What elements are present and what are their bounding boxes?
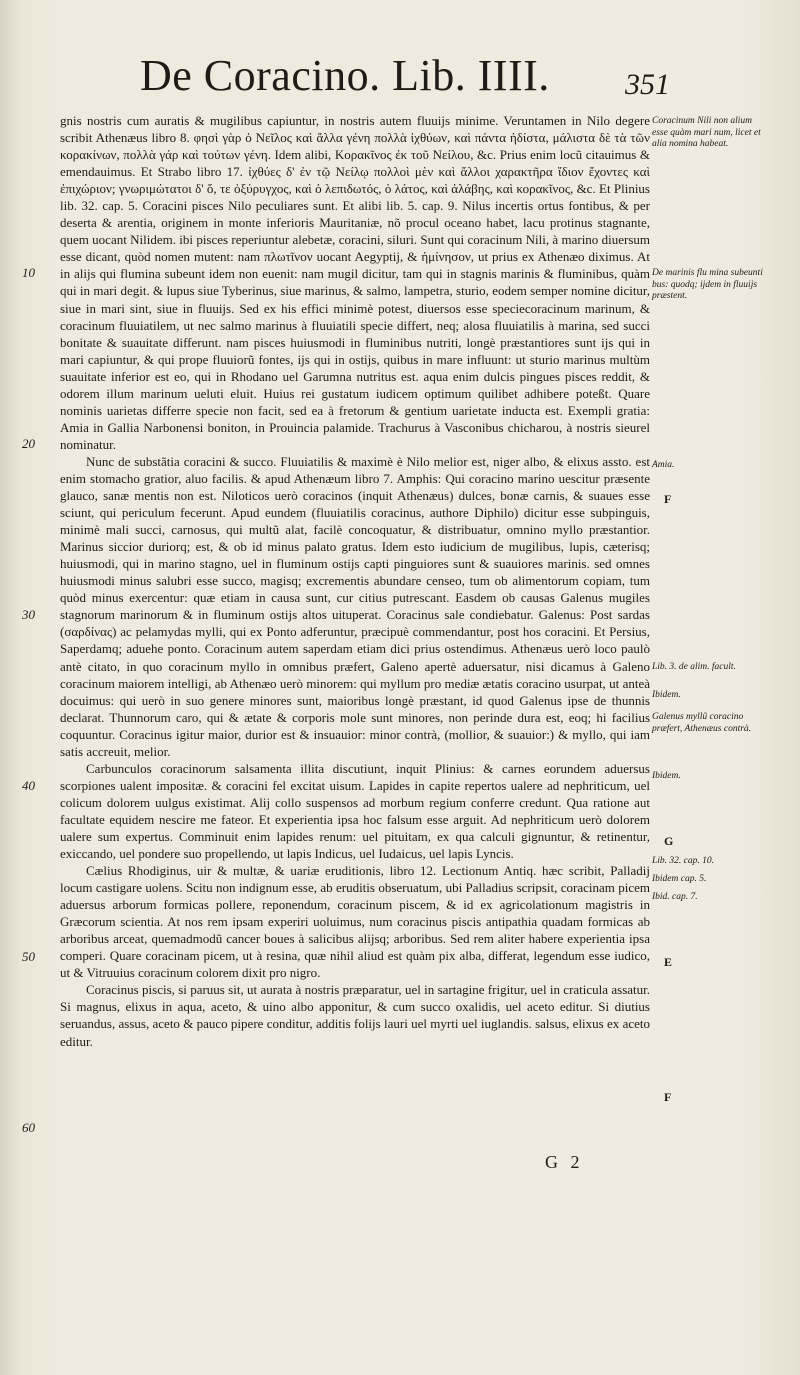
margin-note: Ibidem cap. 5. [652,874,707,884]
paragraph: gnis nostris cum auratis & mugilibus capiuntur, in nostris autem fluuijs minime. Veruntamen in Nilo degere scribit Athenæus libro 8. φησὶ γὰρ ὁ Νεῖλος καὶ ἄλλα γένη πολλὰ ἰχθύων, καὶ πάντα ἡδίστα, μάλιστα δὲ τὰ τῶν κορακίνων, πολλὰ γάρ καὶ τούτων γένη. Idem alibi, Κορακῖνος ἐκ τοῦ Νείλου, &c. Prius enim locũ citauimus & emendauimus. Et Strabo libro 17. ἰχθύες δ' ἐν τῷ Νείλῳ πολλοὶ μὲν καὶ ἄλλοι χαρακτῆρα ἴδιον ἔχοντες καὶ ἐπιχώριον; γνωριμώτατοι δ' ὅ, τε ὀξύρυγχος, καὶ ὁ λεπιδωτός, ὁ λάτος, καὶ ἀλάβης, καὶ κορακῖνος, &c. Et Plinius lib. 32. cap. 5. Coracini pisces Nilo peculiares sunt. Et alibi lib. 5. cap. 9. Nilus incertis ortus fontibus, & per deserta & arentia, originem in monte inferioris Mauritaniæ, nõ procul oceano habet, lacu protinus stagnante, quem uocant Nilidem. ibi pisces reperiuntur alebetæ, coracini, siluri. Sunt qui coracinum Nili, à marino diuersum esse dicant, quòd nomen mutent: nam πλωτῖνον uocant Aegyptij, & ἡμίνησον, ut prius ex Athenæo diximus. At in alijs qui flumina subeunt idem non euenit: nam mugil dicitur, tam qui in stagnis marinis & fluminibus, quàm qui in mari degit. & lupus siue Tyberinus, siue marinus, & salmo, lampetra, sturio, eodem semper nomine dicitur, siue in mari sint, siue in fluuijs. Sed ex his effici minimè potest, diuersos esse speciecoracinum marinum, & coracinum fluuiatilem, ut nec salmo marinus à fluuiatili specie differt, neq; alosa fluuiatilis à marina, sed succi bonitate & suauitate differunt. nam pisces huiusmodi in fluminibus nutriti, longè præstantiores sunt ijs qui in mari capiuntur, & qui prope fluuiorũ fontes, ijs qui in ostijs, quibus in mare influunt: ut sturio marinus multùm suauitate inferior est eo, qui in Rhodano uel Garumna nutritus est. aqua enim dulcis pingues pisces reddit, & odorem illum marinum ueluti eluit. Huius rei gustatum iudicem optimum quilibet adhibere poteßt. Quare nominis uarietas differre specie non facit, sed ea à fretorum & gentium uarietate inducta est. Exempli gratia: Amia in Gallia Narbonensi boniton, in Prouincia palamide. Trachurus à Vasconibus chicharou, à nostris sieurel nominatur. [60,113,650,452]
main-text [60,112,650,1050]
running-title: De Coracino. Lib. IIII. [140,51,550,100]
section-letter: F [664,1090,672,1104]
line-number: 10 [22,265,35,280]
section-letter: E [664,955,673,969]
margin-note: Lib. 32. cap. 10. [652,856,715,866]
section-letter: G [664,834,674,848]
section-letter: F [664,492,672,506]
margin-note: De marinis flu mina subeunti bus: quodq; ijdem in fluuijs præstent. [652,268,763,301]
folio-number: 351 [625,68,670,101]
margin-note: Galenus myllũ coracino præfert, Athenæus contrà. [652,712,752,734]
margin-note: Amia. [652,460,675,470]
margin-note: Ibid. cap. 7. [652,892,698,902]
paragraph: Nunc de substãtia coracini & succo. Fluuiatilis & maximè è Nilo melior est, niger albo, & elixus assto. est enim stomacho gratior, aluo facilis. & apud Athenæum libro 7. Amphis: Qui coracino marino uescitur præsente glauco, sanæ mentis non est. Niloticos uerò coracinos (inquit Athenæus) dulces, bonæ carnis, & suaues esse sciunt, qui periculum fecerunt. Apud eundem (fluuiatilis coracinus, authore Diphilo) dicitur esse subpinguis, minimè mali succi, carnosus, qui multũ alat, facilè concoquatur, & distribuatur, omnino myllo præstantior. Marinus siccior duriorq; est, & ob id minus palato gratus. Idem esto iudicium de mugilibus, lupis, cæterisq; huiusmodi, qui in marino stagno, uel in fluminum ostijs capti pinguiores sunt & suauiores marinis. sed omnes huiusmodi minus salubri esse succo, magisq; excrementis abundare censeo, tum ob alimentorum copiam, tum quòd minus exercentur: quæ etiam in causa sunt, cur citius putrescant. Easdem ob causas Galenus mugiles stagnorum marinorum & in fluminum ostijs altos uituperat. Coracinus sale condiebatur. Galenus: Post sardas (σαρδίνας) ac pelamydas mylli, qui ex Ponto adferuntur, præcipuè commendantur, post hos coracini. Et Persius, Saperdamq; aduehe ponto. Coracinum autem saperdam etiam dici prius ostendimus. Athenæus uerò loco paulò antè citato, in quo coracinum myllo in omnibus præfert, Galeno apertè aduersatur, nisi dicamus à Galeno coracinum maiorem intelligi, ab Athenæo uerò minorem: qui myllum pro mediæ ætatis coracino usurpat, ut anteà docuimus: qui uerò in suo genere minores sunt, maioribus longè præstant, id quod Galenus ipse de thunnis declarat. Thunnorum caro, qui & ætate & corporis mole sunt minores, non perinde dura est, eoq; hi facilius coquuntur. Coracinus igitur maior, durior est & insuauior: minor contrà, (mollior, & suauior:) & myllo, qui iam satis accreuit, melior. [60,453,650,759]
paragraph: Carbunculos coracinorum salsamenta illita discutiunt, inquit Plinius: & carnes eorundem aduersus scorpiones ualent impositæ. & coracini fel excitat uisum. Lapides in capite repertos ualere ad nephriticum, uel colicum dolorem uulgus existimat. Alij collo suspensos ad morbum regium conferre credunt. Qua ratione aut facultate equidem nescire me fateor. Et experientia ipsa hoc falsum esse arguit. Ad nephriticum uerò dolorem ualere sum expertus. Comminuit enim lapides renum: uel pituitam, ex qua calculi gignuntur, & retinentur, exiccando, uel pondere suo propellendo, ut lapis Indicus, uel Iudaicus, uel lapis Lyncis. [60,760,650,862]
line-number: 50 [22,949,35,964]
margin-note: Coracinum Nili non alium esse quàm mari num, licet et alia nomina habeat. [652,116,761,149]
line-number: 60 [22,1120,35,1135]
margin-note: Lib. 3. de alim. facult. [652,662,736,672]
page-header [140,50,670,110]
line-number: 40 [22,778,35,793]
line-number: 30 [22,607,35,622]
line-number: 20 [22,436,35,451]
paragraph: Cælius Rhodiginus, uir & multæ, & uariæ eruditionis, libro 12. Lectionum Antiq. hæc scribit, Palladij locum castigare uolens. Scitu non indignum esse, ab eruditis obseruatum, ubi Palladius scripsit, coracinam picem aduersus arborum formicas pollere, reponendum, coracinum piscem, & id ex agricolationum magistris in Græcorum scientia. At nos rem ipsam experiri uoluimus, num coracinus piscis antipathia quadam formicas ab arboribus arceat, quemadmodũ cancer boues à salicibus alijsq; arboribus. Sed rem aliter habere experientia ipsa comperi. Quare coracinam picem, ut à resina, quæ nihil aliud est quàm pix alba, differat, legendum esse iudico, ut & Vitruuius coracinum colorem dixit pro nigro. [60,863,650,981]
paragraph: Coracinus piscis, si paruus sit, ut aurata à nostris præparatur, uel in sartagine frigitur, uel in craticula assatur. Si magnus, elixus in aqua, aceto, & uino albo apponitur, & cum succo oxalidis, uel aceto editur. Si diutius seruandus, assus, aceto & pauco pipere conditur, additis folijs lauri uel myrti uel iuglandis. salsus, elixus ex aceto editur. [60,982,650,1049]
margin-note: Ibidem. [652,771,681,781]
margin-note: Ibidem. [652,690,681,700]
signature-mark: G 2 [545,1152,584,1172]
